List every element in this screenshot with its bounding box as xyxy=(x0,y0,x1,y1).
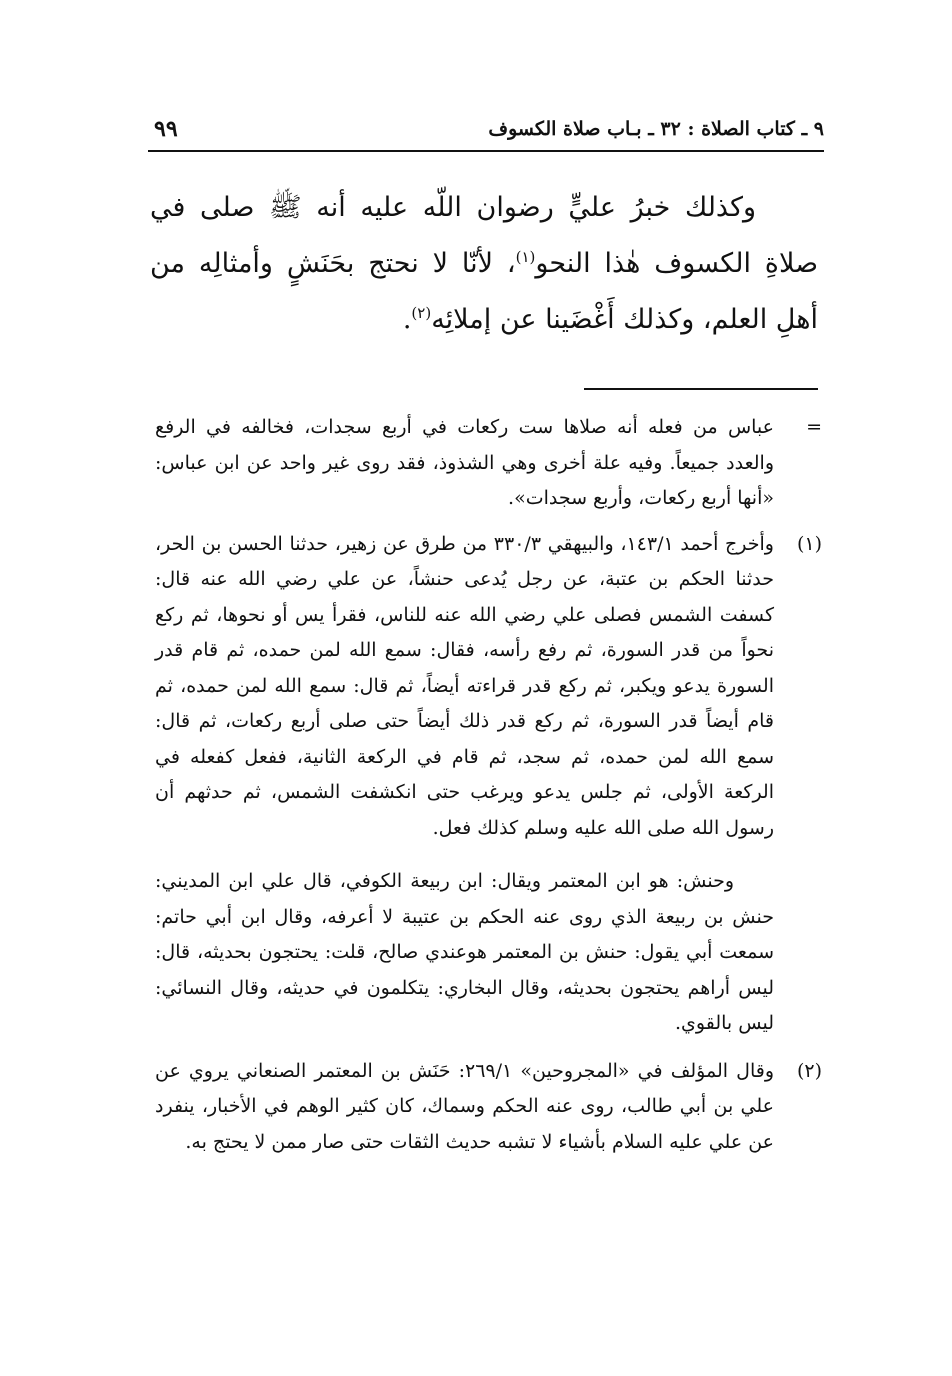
footnote-1-marker: (١) xyxy=(796,532,822,555)
footnote-continuation xyxy=(155,410,822,517)
footnote-ref-2: (٢) xyxy=(411,304,432,322)
main-text-part1: وكذلك خبرُ عليٍّ رضوان اللّه عليه أنه ﷺ صلى في صلاةِ الكسوف هٰذا النحو xyxy=(150,192,818,279)
footnote-1 xyxy=(155,527,822,847)
footnote-1-narrator-note: وحنش: هو ابن المعتمر ويقال: ابن ربيعة الكوفي، قال علي ابن المديني: حنش بن ربيعة الذي روى عنه الحكم بن عتيبة لا أعرفه، وقال ابن أبي حاتم: سمعت أبي يقول: حنش بن المعتمر هوعندي صالح، قلت: يحتجون بحديثه، قال: ليس أراهم يحتجون بحديثه، وقال البخاري: يتكلمون في حديثه، وقال النسائي: ليس بالقوي. xyxy=(155,870,774,1034)
main-text xyxy=(150,180,818,348)
footnote-separator xyxy=(584,388,818,390)
main-text-part2: ، لأنّا لا نحتج بحَنَشٍ وأمثالِه من أهلِ العلم، وكذلك أَغْضَينا عن إملائِه xyxy=(150,248,818,335)
footnotes xyxy=(155,410,822,1160)
main-text-end: . xyxy=(402,304,412,335)
main-paragraph xyxy=(150,180,818,348)
running-title: ٩ ـ كتاب الصلاة : ٣٢ ـ بـاب صلاة الكسوف xyxy=(488,118,824,140)
header-rule xyxy=(148,150,824,152)
footnote-2-marker: (٢) xyxy=(796,1059,822,1082)
footnote-1-text: وأخرج أحمد ١٤٣/١، والبيهقي ٣٣٠/٣ من طرق عن زهير، حدثنا الحسن بن الحر، حدثنا الحكم بن عتبة، عن رجل يُدعى حنشاً، عن علي رضي الله عنه قال: كسفت الشمس فصلى علي رضي الله عنه للناس، فقرأ يس أو نحوها، ثم ركع نحواً من قدر السورة، ثم رفع رأسه، فقال: سمع الله لمن حمده، ثم قام قدر السورة يدعو ويكبر، ثم ركع قدر قراءته أيضاً، ثم قال: سمع الله لمن حمده، ثم قام أيضاً قدر السورة، ثم ركع قدر ذلك أيضاً حتى صلى أربع ركعات، ثم قال: سمع الله لمن حمده، ثم سجد، ثم قام في الركعة الثانية، ففعل كفعله في الركعة الأولى، ثم جلس يدعو ويرغب حتى انكشفت الشمس، ثم حدثهم أن رسول الله صلى الله عليه وسلم كذلك فعل. xyxy=(155,532,774,839)
footnote-continuation-marker: = xyxy=(806,416,822,438)
footnote-2 xyxy=(155,1054,822,1161)
page-number: ٩٩ xyxy=(154,116,178,142)
page-header xyxy=(148,114,824,154)
footnote-2-text: وقال المؤلف في «المجروحين» ٢٦٩/١: حَنَش بن المعتمر الصنعاني يروي عن علي بن أبي طالب، روى عنه الحكم وسماك، كان كثير الوهم في الأخبار، ينفرد عن علي عليه السلام بأشياء لا تشبه حديث الثقات حتى صار ممن لا يحتج به. xyxy=(155,1059,774,1153)
footnote-ref-1: (١) xyxy=(515,248,536,266)
footnote-continuation-text: عباس من فعله أنه صلاها ست ركعات في أربع سجدات، فخالفه في الرفع والعدد جميعاً. وفيه علة أخرى وهي الشذوذ، فقد روى غير واحد عن ابن عباس: «أنها أربع ركعات، وأربع سجدات». xyxy=(155,416,774,509)
